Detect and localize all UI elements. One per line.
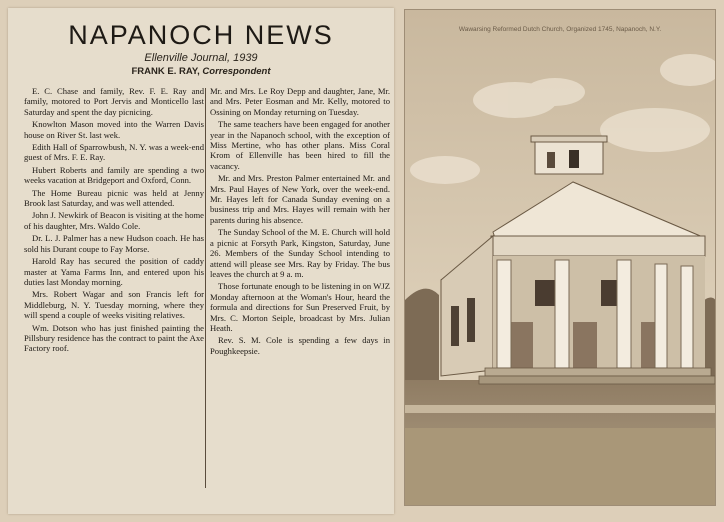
news-item: Mrs. Robert Wagar and son Francis left for Middleburg, N. Y. Tuesday morning, where they will spend a couple of weeks visiting relatives. [24, 289, 204, 321]
news-item: E. C. Chase and family, Rev. F. E. Ray and family, motored to Port Jervis and Monticello last Saturday and spent the day picnicing. [24, 86, 204, 117]
news-item: Harold Ray has secured the position of caddy master at Yama Farms Inn, and entered upon his duties last Monday morning. [24, 256, 204, 287]
news-item: The Home Bureau picnic was held at Jenny Brook last Saturday, and was well attended. [24, 187, 204, 209]
photo-caption: Wawarsing Reformed Dutch Church, Organized 1745, Napanoch, N.Y. [458, 26, 662, 33]
news-item: Mr. and Mrs. Le Roy Depp and daughter, Jane, Mr. and Mrs. Peter Eosman and Mr. Kelly, motored to Ossining on Monday returning on Tuesday. [210, 86, 390, 117]
source-line: Ellenville Journal, 1939 [144, 52, 258, 64]
news-item: Knowlton Mason moved into the Warren Davis house on River St. last wek. [24, 119, 204, 140]
news-item: John J. Newkirk of Beacon is visiting at the home of his daughter, Mrs. Waldo Cole. [24, 210, 204, 231]
news-item: Rev. S. M. Cole is spending a few days in Poughkeepsie. [210, 335, 390, 356]
correspondent-role: Correspondent [202, 66, 271, 77]
news-item: Those fortunate enough to be listening in on WJZ Monday afternoon at the Woman's Hour, heard the formula and directions for Sun Preserved Fruit, by Mrs. C. Morton Seiple, broadcast by Mrs. Julian Heath. [210, 281, 390, 333]
news-item: The same teachers have been engaged for another year in the Napanoch school, with the exception of Miss Mertine, who has other plans. Miss Coral Krom of Ellenville has been hired to fill the vacancy. [210, 119, 390, 171]
newspaper-clipping [8, 8, 394, 514]
news-item: Wm. Dotson who has just finished painting the Pillsbury residence has the contract to paint the Axe Factory roof. [24, 322, 204, 354]
news-item: Hubert Roberts and family are spending a two weeks vacation at Bridgeport and Oxford, Conn. [24, 164, 204, 186]
column-rule [205, 88, 206, 488]
church-illustration [405, 10, 716, 506]
article-column-left [24, 86, 204, 356]
masthead: NAPANOCH NEWS [68, 20, 334, 50]
church-photograph [404, 9, 716, 506]
article-column-right [210, 86, 390, 358]
correspondent-line [8, 66, 394, 77]
news-item: Edith Hall of Sparrowbush, N. Y. was a week-end guest of Mrs. F. E. Ray. [24, 142, 204, 163]
news-item: Mr. and Mrs. Preston Palmer entertained Mr. and Mrs. Paul Hayes of New York, over the week-end. Mr. Hayes left for Canada Sunday evening on a business trip and Mrs. Hayes will remain with her parents during his absence. [210, 173, 390, 225]
correspondent-name: FRANK E. RAY, [131, 66, 200, 77]
news-item: The Sunday School of the M. E. Church will hold a picnic at Forsyth Park, Kingston, Saturday, June 26. Members of the Sunday School intending to attend will please see Mrs. Ray by Friday. The bus leaves the church at 9 a. m. [210, 227, 390, 279]
news-item: Dr. L. J. Palmer has a new Hudson coach. He has sold his Durant coupe to Fay Morse. [24, 233, 204, 254]
